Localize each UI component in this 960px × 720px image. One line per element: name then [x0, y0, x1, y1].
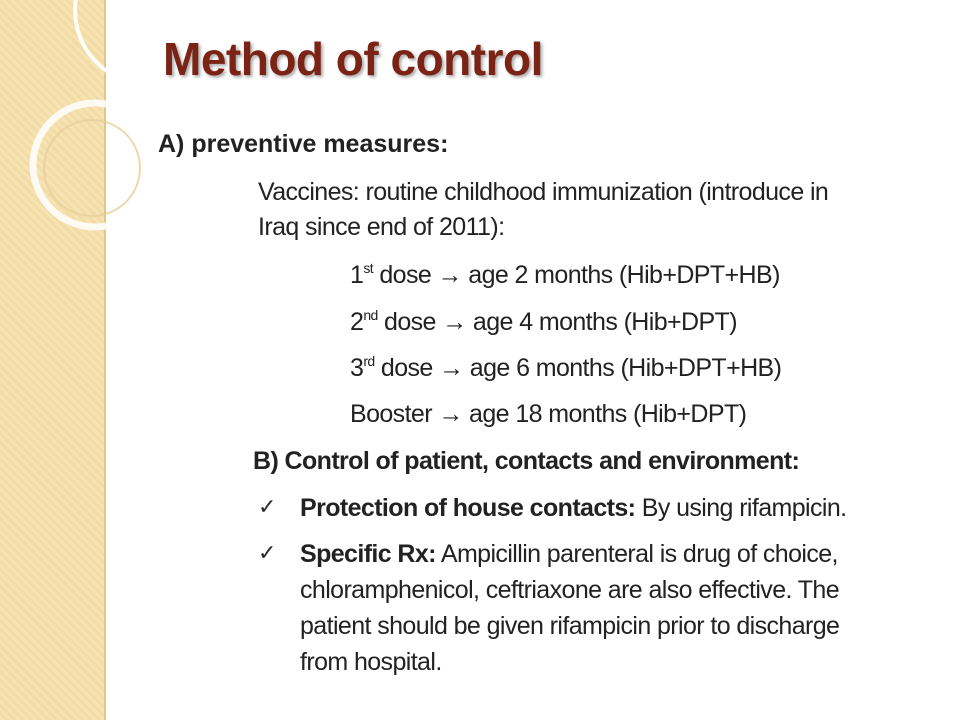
dose-booster: Booster → age 18 months (Hib+DPT) [350, 400, 747, 428]
bullet-specific-rx-line-2: chloramphenicol, ceftriaxone are also effective. The [300, 576, 840, 604]
checkmark-icon: ✓ [258, 540, 277, 565]
slide-title: Method of control [163, 33, 543, 85]
bullet-specific-rx-line-4: from hospital. [300, 648, 442, 676]
dose-1: 1st dose → age 2 months (Hib+DPT+HB) [350, 260, 780, 289]
bullet-specific-rx-line-1: Specific Rx: Ampicillin parenteral is drug of choice, [300, 540, 838, 568]
bullet-specific-rx-line-3: patient should be given rifampicin prior to discharge [300, 612, 840, 640]
vaccines-line-2: Iraq since end of 2011): [258, 213, 505, 241]
section-b-heading: B) Control of patient, contacts and environment: [253, 447, 800, 475]
dose-3: 3rd dose → age 6 months (Hib+DPT+HB) [350, 353, 782, 382]
checkmark-icon: ✓ [258, 494, 277, 519]
section-a-heading: A) preventive measures: [158, 130, 449, 158]
vaccines-line-1: Vaccines: routine childhood immunization (introduce in [258, 178, 829, 206]
bullet-house-contacts: Protection of house contacts: By using rifampicin. [300, 494, 847, 522]
decorative-rings [0, 0, 180, 260]
dose-2: 2nd dose → age 4 months (Hib+DPT) [350, 307, 737, 336]
